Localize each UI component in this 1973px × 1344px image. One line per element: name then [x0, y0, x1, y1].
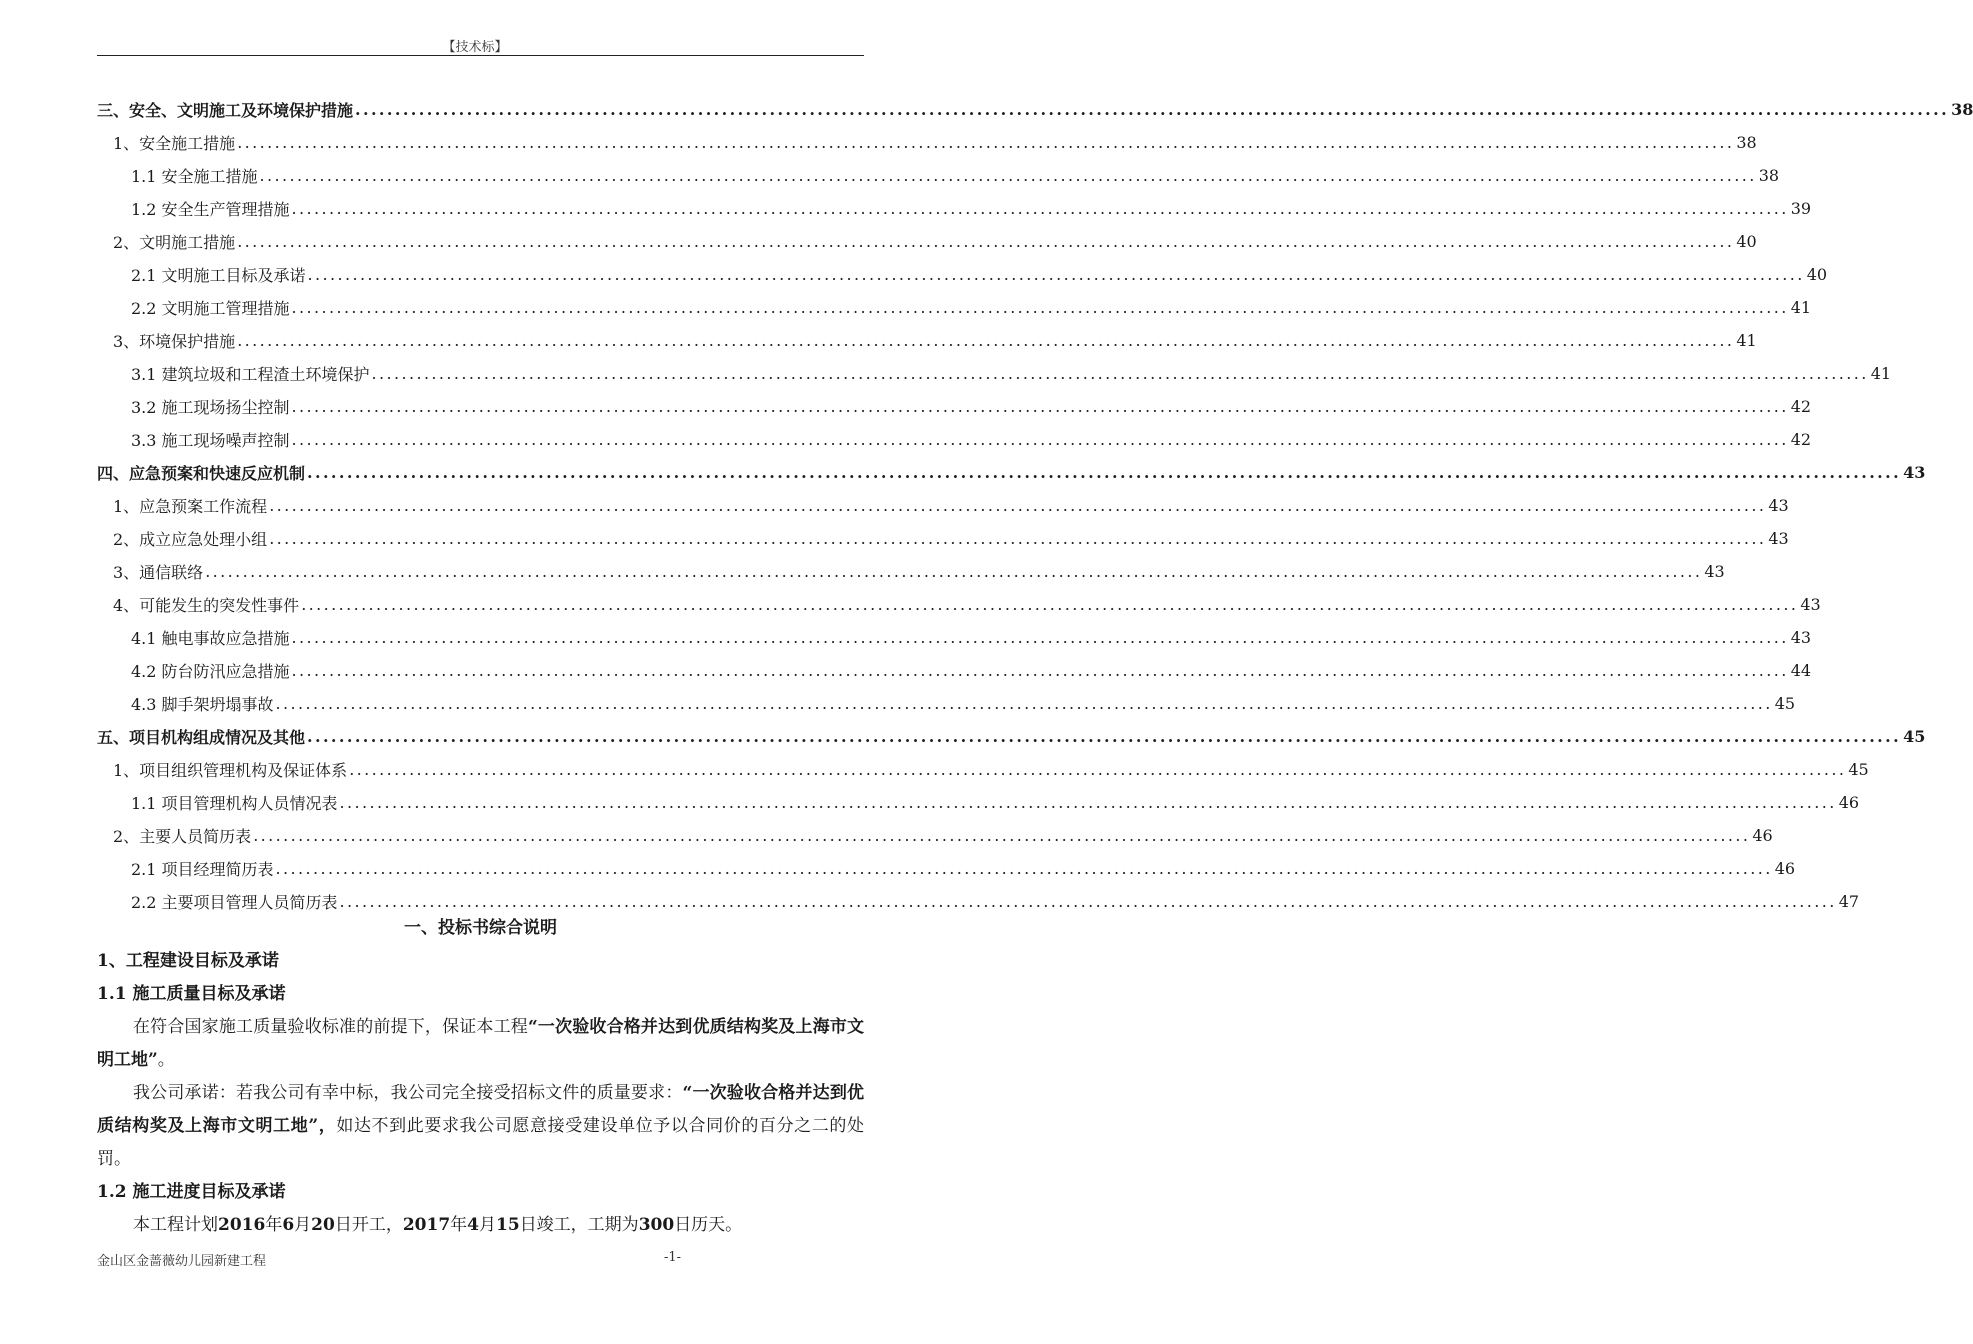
toc-leader-dots: ........................................................................................................................................................................................................: [253, 826, 1751, 845]
toc-entry[interactable]: [97, 489, 1789, 522]
header-rule: [97, 55, 864, 56]
text-span: 月: [479, 1215, 497, 1235]
toc-leader-dots: ........................................................................................................................................................................................................: [275, 859, 1773, 878]
toc-leader-dots: ........................................................................................................................................................................................................: [291, 397, 1789, 416]
toc-entry-page: 45: [1848, 760, 1869, 779]
text-span: 如达不到此要求我公司愿意接受建设单位予以合同价的百分之二的处罚。: [97, 1116, 865, 1169]
toc-entry[interactable]: [97, 390, 1812, 423]
start-month: 6: [282, 1215, 295, 1235]
toc-entry[interactable]: [97, 93, 1973, 126]
toc-entry-title: 3、通信联络: [113, 563, 204, 582]
toc-entry-title: 1、安全施工措施: [113, 134, 236, 153]
toc-entry-page: 42: [1790, 397, 1812, 416]
text-span: 我公司承诺：若我公司有幸中标，我公司完全接受招标文件的质量要求：: [133, 1083, 683, 1103]
paragraph-quality-target: [97, 1011, 864, 1077]
paragraph-schedule: [97, 1209, 864, 1242]
toc-entry[interactable]: [97, 522, 1789, 555]
heading-1-2: 1.2 施工进度目标及承诺: [97, 1182, 286, 1202]
toc-entry-title: 1.1 安全施工措施: [131, 167, 258, 186]
toc-leader-dots: ........................................................................................................................................................................................................: [307, 463, 1902, 482]
toc-entry[interactable]: [97, 423, 1812, 456]
text-span: 年: [450, 1215, 468, 1235]
end-day: 15: [496, 1215, 520, 1235]
toc-leader-dots: ........................................................................................................................................................................................................: [237, 133, 1735, 152]
toc-leader-dots: ........................................................................................................................................................................................................: [269, 496, 1767, 515]
quality-goal-quote: “一次验收合格并达到优质结构奖及上海市文明工地”: [97, 1017, 864, 1070]
toc-leader-dots: ........................................................................................................................................................................................................: [275, 694, 1773, 713]
toc-entry-title: 2.2 主要项目管理人员简历表: [131, 893, 338, 912]
toc-entry-title: 1.1 项目管理机构人员情况表: [131, 794, 338, 813]
toc-entry-page: 41: [1790, 298, 1812, 317]
toc-entry-page: 46: [1752, 826, 1773, 845]
toc-entry-title: 2.1 文明施工目标及承诺: [131, 266, 306, 285]
toc-entry-title: 2.2 文明施工管理措施: [131, 299, 290, 318]
toc-entry-title: 2、成立应急处理小组: [113, 530, 268, 549]
toc-entry-page: 43: [1800, 595, 1821, 614]
header-label: 【技术标】: [442, 40, 508, 55]
toc-entry[interactable]: [97, 357, 1892, 390]
toc-entry[interactable]: [97, 786, 1860, 819]
toc-entry[interactable]: [97, 852, 1796, 885]
toc-entry[interactable]: [97, 225, 1757, 258]
quality-goal-quote: “一次验收合格并达到优质结构奖及上海市文明工地”，: [97, 1083, 864, 1136]
heading-1-1: 1.1 施工质量目标及承诺: [97, 984, 286, 1004]
toc-entry-title: 4、可能发生的突发性事件: [113, 596, 300, 615]
toc-entry-title: 3.3 施工现场噪声控制: [131, 431, 290, 450]
toc-entry-title: 4.1 触电事故应急措施: [131, 629, 290, 648]
paragraph-company-commitment: [97, 1077, 864, 1176]
toc-entry-page: 41: [1736, 331, 1757, 350]
toc-entry[interactable]: [97, 192, 1812, 225]
start-day: 20: [311, 1215, 335, 1235]
toc-entry[interactable]: [97, 126, 1757, 159]
toc-entry[interactable]: [97, 555, 1725, 588]
toc-leader-dots: ........................................................................................................................................................................................................: [371, 364, 1869, 383]
toc-entry-title: 1.2 安全生产管理措施: [131, 200, 290, 219]
toc-entry-title: 3.2 施工现场扬尘控制: [131, 398, 290, 417]
toc-entry[interactable]: [97, 720, 1926, 753]
text-span: 月: [294, 1215, 312, 1235]
toc-entry-title: 1、应急预案工作流程: [113, 497, 268, 516]
toc-entry[interactable]: [97, 654, 1812, 687]
toc-entry-page: 43: [1768, 496, 1789, 515]
toc-entry[interactable]: [97, 456, 1926, 489]
toc-leader-dots: ........................................................................................................................................................................................................: [307, 265, 1805, 284]
toc-entry-title: 五、项目机构组成情况及其他: [97, 728, 306, 747]
toc-entry-title: 3.1 建筑垃圾和工程渣土环境保护: [131, 365, 370, 384]
toc-leader-dots: ........................................................................................................................................................................................................: [355, 100, 1950, 119]
toc-leader-dots: ........................................................................................................................................................................................................: [339, 892, 1837, 911]
section-title: 一、投标书综合说明: [404, 918, 557, 938]
toc-leader-dots: ........................................................................................................................................................................................................: [349, 760, 1847, 779]
end-month: 4: [467, 1215, 480, 1235]
toc-entry[interactable]: [97, 753, 1869, 786]
toc-entry-title: 三、安全、文明施工及环境保护措施: [97, 101, 354, 120]
toc-leader-dots: ........................................................................................................................................................................................................: [291, 661, 1789, 680]
toc-entry-page: 46: [1838, 793, 1860, 812]
toc-entry-page: 44: [1790, 661, 1812, 680]
toc-entry[interactable]: [97, 819, 1773, 852]
toc-leader-dots: ........................................................................................................................................................................................................: [291, 199, 1789, 218]
toc-entry[interactable]: [97, 291, 1812, 324]
document-body: [97, 912, 864, 1242]
text-span: 。: [157, 1050, 175, 1070]
table-of-contents: [97, 93, 1973, 918]
toc-leader-dots: ........................................................................................................................................................................................................: [259, 166, 1757, 185]
toc-entry-title: 4.2 防台防汛应急措施: [131, 662, 290, 681]
toc-leader-dots: ........................................................................................................................................................................................................: [291, 298, 1789, 317]
toc-entry[interactable]: [97, 621, 1812, 654]
toc-entry-page: 43: [1704, 562, 1725, 581]
toc-entry-title: 3、环境保护措施: [113, 332, 236, 351]
toc-entry-page: 41: [1870, 364, 1892, 383]
footer-page-number: -1-: [664, 1250, 682, 1265]
toc-entry-page: 43: [1768, 529, 1789, 548]
toc-entry[interactable]: [97, 687, 1796, 720]
toc-leader-dots: ........................................................................................................................................................................................................: [205, 562, 1703, 581]
toc-entry-page: 38: [1736, 133, 1757, 152]
toc-entry-page: 47: [1838, 892, 1860, 911]
toc-entry[interactable]: [97, 159, 1780, 192]
toc-entry-page: 38: [1758, 166, 1780, 185]
toc-leader-dots: ........................................................................................................................................................................................................: [301, 595, 1799, 614]
toc-entry-title: 2、文明施工措施: [113, 233, 236, 252]
toc-entry-page: 40: [1736, 232, 1757, 251]
toc-entry-page: 42: [1790, 430, 1812, 449]
toc-entry-page: 39: [1790, 199, 1812, 218]
toc-entry-title: 2.1 项目经理简历表: [131, 860, 274, 879]
toc-leader-dots: ........................................................................................................................................................................................................: [237, 232, 1735, 251]
toc-entry-title: 2、主要人员简历表: [113, 827, 252, 846]
toc-entry-title: 1、项目组织管理机构及保证体系: [113, 761, 348, 780]
footer-project-name: 金山区金蔷薇幼儿园新建工程: [97, 1254, 267, 1269]
start-year: 2016: [218, 1215, 266, 1235]
toc-entry-page: 40: [1806, 265, 1828, 284]
end-year: 2017: [402, 1215, 451, 1235]
toc-entry-page: 43: [1903, 463, 1926, 482]
toc-leader-dots: ........................................................................................................................................................................................................: [291, 430, 1789, 449]
toc-leader-dots: ........................................................................................................................................................................................................: [307, 727, 1902, 746]
text-span: 年: [265, 1215, 283, 1235]
toc-entry-page: 46: [1774, 859, 1796, 878]
toc-entry-page: 38: [1951, 100, 1973, 119]
text-span: 本工程计划: [133, 1215, 218, 1235]
duration-days: 300: [638, 1215, 675, 1235]
toc-entry[interactable]: [97, 258, 1828, 291]
text-span: 日竣工，工期为: [519, 1215, 639, 1235]
toc-leader-dots: ........................................................................................................................................................................................................: [237, 331, 1735, 350]
toc-entry-page: 45: [1903, 727, 1926, 746]
toc-entry-page: 45: [1774, 694, 1796, 713]
toc-leader-dots: ........................................................................................................................................................................................................: [339, 793, 1837, 812]
toc-entry-page: 43: [1790, 628, 1812, 647]
text-span: 在符合国家施工质量验收标准的前提下，保证本工程: [133, 1017, 528, 1037]
toc-leader-dots: ........................................................................................................................................................................................................: [291, 628, 1789, 647]
toc-entry-title: 4.3 脚手架坍塌事故: [131, 695, 274, 714]
toc-entry[interactable]: [97, 324, 1757, 357]
toc-leader-dots: ........................................................................................................................................................................................................: [269, 529, 1767, 548]
heading-1: 1、工程建设目标及承诺: [97, 951, 279, 971]
toc-entry[interactable]: [97, 588, 1821, 621]
text-span: 日历天。: [674, 1215, 743, 1235]
text-span: 日开工，: [334, 1215, 403, 1235]
toc-entry-title: 四、应急预案和快速反应机制: [97, 464, 306, 483]
